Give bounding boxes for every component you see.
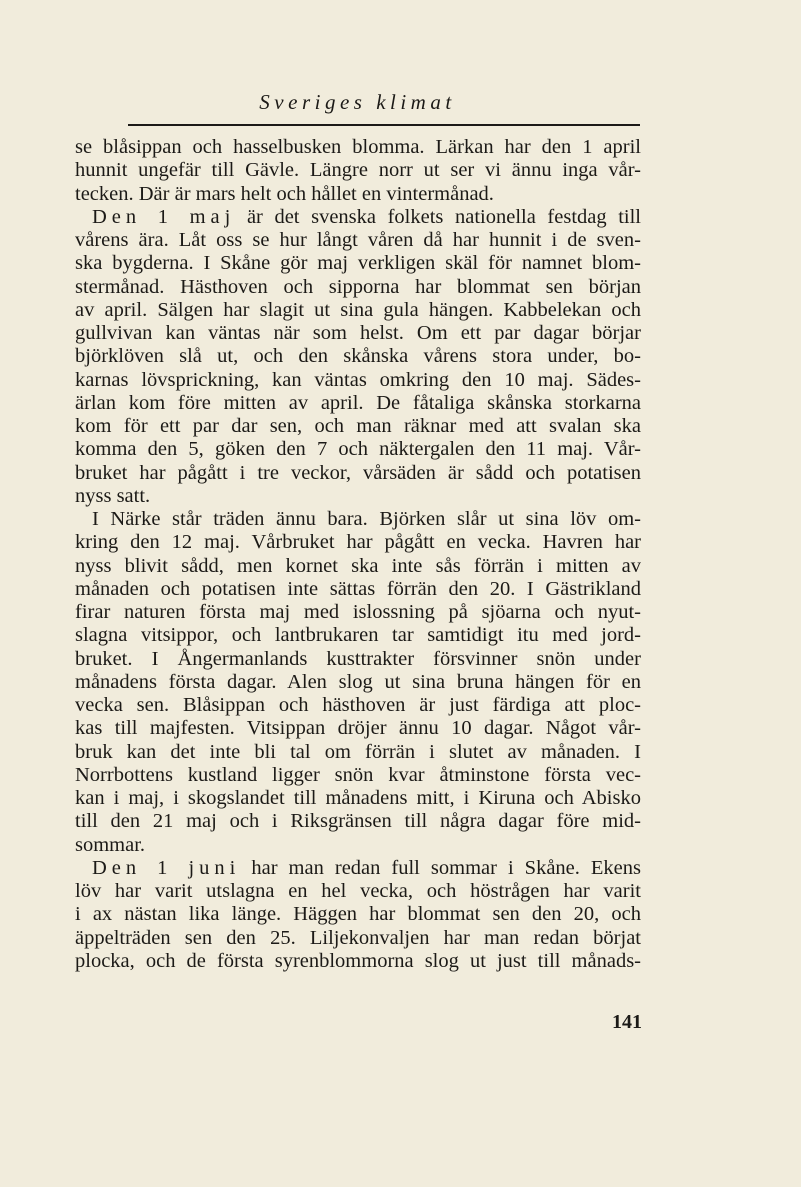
text-line: plocka, och de första syrenblommorna slog ut just till månads- bbox=[75, 949, 641, 972]
line-text: är det svenska folkets nationella festdag till bbox=[235, 205, 641, 228]
text-line: av april. Sälgen har slagit ut sina gula hängen. Kabbelekan och bbox=[75, 298, 641, 321]
spaced-lead: Den 1 juni bbox=[92, 856, 241, 879]
text-line: komma den 5, göken den 7 och näktergalen den 11 maj. Vår- bbox=[75, 438, 641, 461]
text-line: firar naturen första maj med islossning på sjöarna och nyut- bbox=[75, 601, 641, 623]
text-line: se blåsippan och hasselbusken blomma. Lärkan har den 1 april bbox=[75, 136, 641, 158]
text-line: Norrbottens kustland ligger snön kvar åtminstone första vec- bbox=[75, 763, 641, 786]
text-line: björklöven slå ut, och den skånska vårens stora under, bo- bbox=[75, 345, 641, 368]
text-line: slagna vitsippor, och lantbrukaren tar samtidigt itu med jord- bbox=[75, 624, 641, 647]
page-number: 141 bbox=[612, 1011, 642, 1033]
running-head: Sveriges klimat bbox=[259, 90, 456, 114]
text-line: sommar. bbox=[75, 833, 146, 856]
text-line bbox=[75, 857, 641, 880]
text-line: äppelträden sen den 25. Liljekonvaljen har man redan börjat bbox=[75, 926, 641, 949]
text-line: vårens ära. Låt oss se hur långt våren då har hunnit i de sven- bbox=[75, 229, 641, 251]
body-text bbox=[75, 136, 641, 973]
text-line: löv har varit utslagna en hel vecka, och höstrågen har varit bbox=[75, 880, 641, 902]
text-line: ärlan kom före mitten av april. De fåtaliga skånska storkarna bbox=[75, 391, 641, 414]
line-text: har man redan full sommar i Skåne. Ekens bbox=[240, 856, 642, 879]
text-line bbox=[75, 206, 641, 229]
text-line: bruket har pågått i tre veckor, vårsäden är sådd och potatisen bbox=[75, 461, 641, 484]
header-rule bbox=[128, 124, 640, 126]
text-line: hunnit ungefär till Gävle. Längre norr ut ser vi ännu inga vår- bbox=[75, 159, 641, 182]
text-line: gullvivan kan väntas när som helst. Om ett par dagar börjar bbox=[75, 322, 641, 344]
text-line: vecka sen. Blåsippan och hästhoven är just färdiga att ploc- bbox=[75, 694, 641, 716]
text-line: kan i maj, i skogslandet till månadens mitt, i Kiruna och Abisko bbox=[75, 787, 641, 809]
text-line: kas till majfesten. Vitsippan dröjer ännu 10 dagar. Något vår- bbox=[75, 717, 641, 740]
text-line: nyss satt. bbox=[75, 484, 151, 507]
spaced-lead: Den 1 maj bbox=[92, 205, 236, 228]
text-line: I Närke står träden ännu bara. Björken slår ut sina löv om- bbox=[92, 508, 641, 530]
text-line: bruket. I Ångermanlands kusttrakter försvinner snön under bbox=[75, 647, 641, 670]
text-line: ska bygderna. I Skåne gör maj verkligen skäl för namnet blom- bbox=[75, 252, 641, 275]
text-line: i ax nästan lika länge. Häggen har blommat sen den 20, och bbox=[75, 903, 641, 926]
text-line: bruk kan det inte bli tal om förrän i slutet av månaden. I bbox=[75, 740, 641, 763]
text-line: kring den 12 maj. Vårbruket har pågått en vecka. Havren har bbox=[75, 531, 641, 554]
text-line: till den 21 maj och i Riksgränsen till några dagar före mid- bbox=[75, 810, 641, 833]
text-line: karnas lövsprickning, kan väntas omkring den 10 maj. Sädes- bbox=[75, 368, 641, 391]
text-line: månadens första dagar. Alen slog ut sina bruna hängen för en bbox=[75, 670, 641, 693]
text-line: kom för ett par dar sen, och man räknar med att svalan ska bbox=[75, 415, 641, 437]
text-line: nyss blivit sådd, men kornet ska inte sås förrän i mitten av bbox=[75, 554, 641, 577]
text-line: månaden och potatisen inte sättas förrän den 20. I Gästrikland bbox=[75, 577, 641, 600]
text-line: stermånad. Hästhoven och sipporna har blommat sen början bbox=[75, 275, 641, 298]
text-line: tecken. Där är mars helt och hållet en vintermånad. bbox=[75, 182, 494, 205]
